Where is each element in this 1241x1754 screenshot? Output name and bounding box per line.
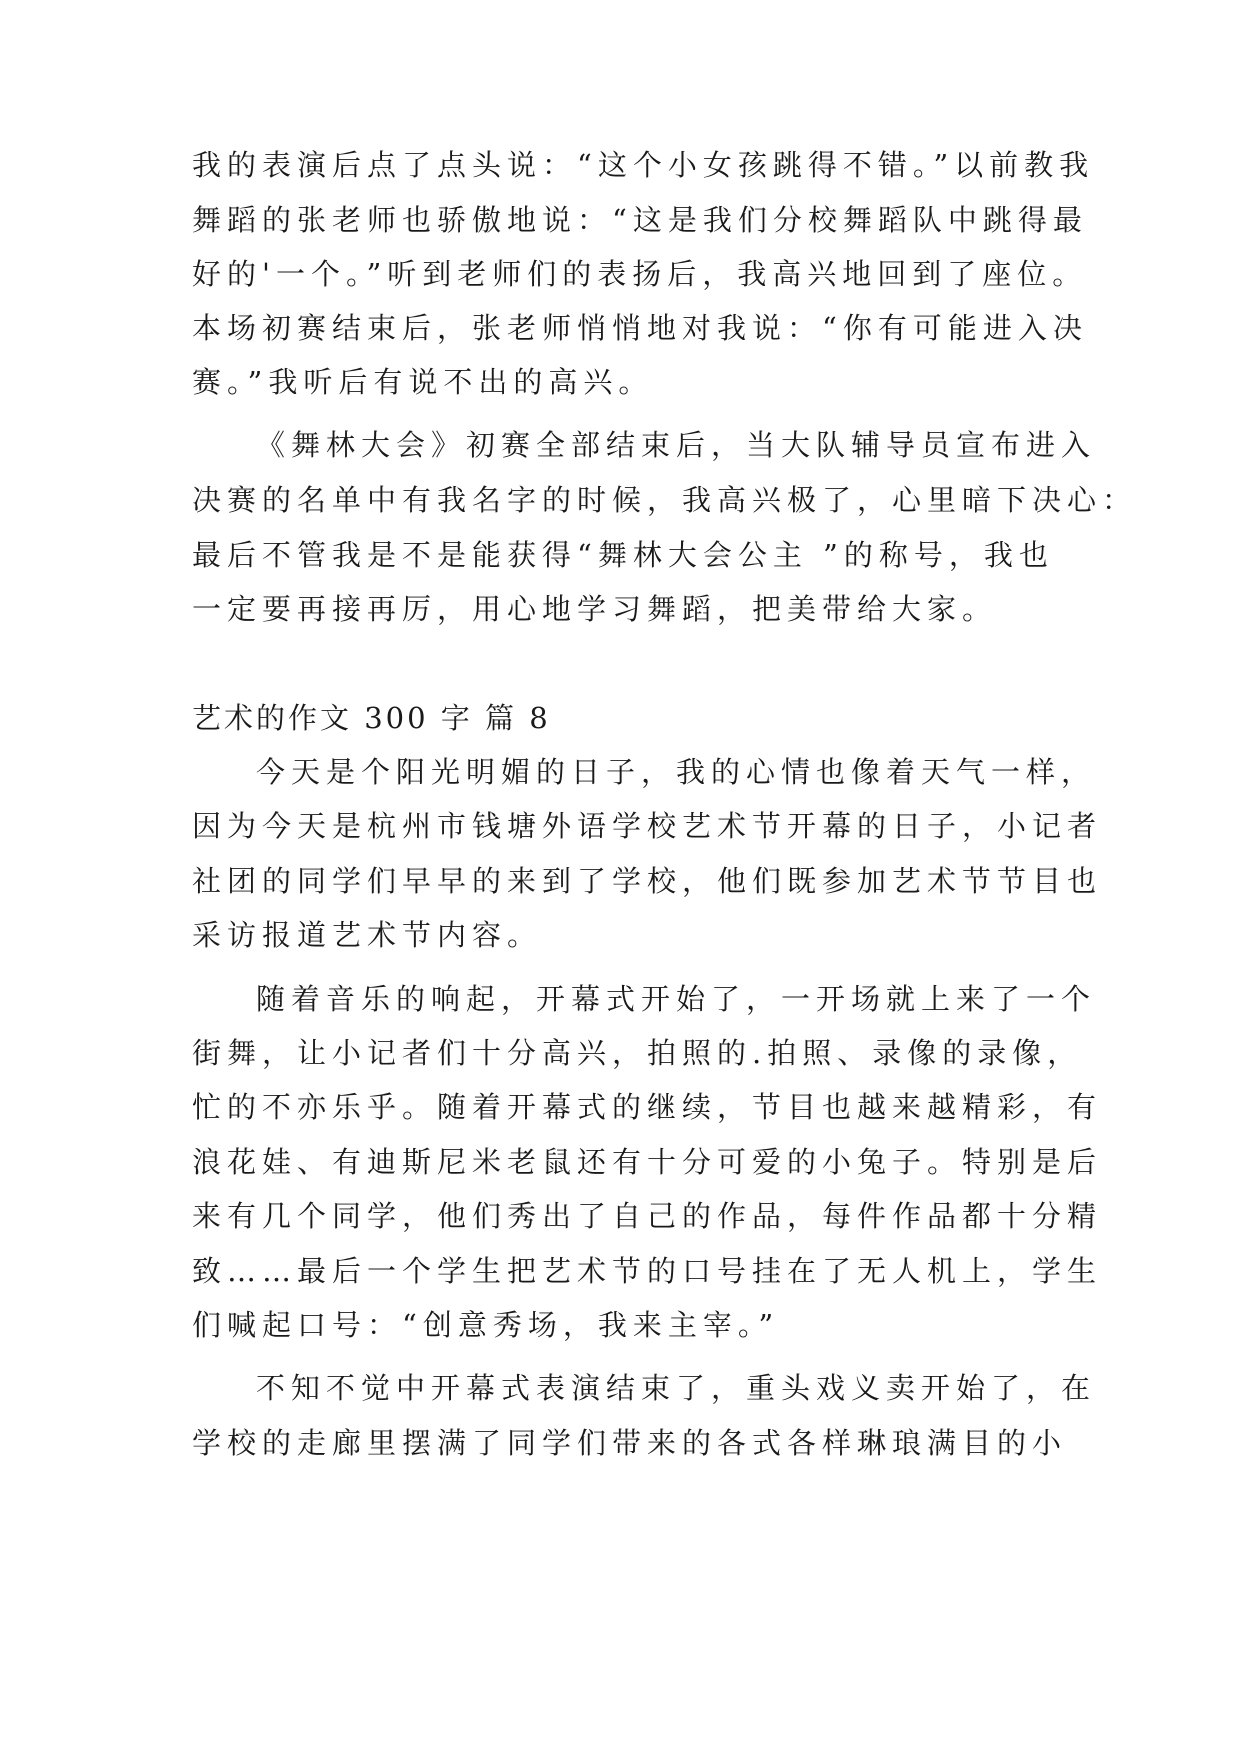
text-line: 本场初赛结束后，张老师悄悄地对我说：“你有可能进入决 xyxy=(192,311,1088,345)
text-line: 学校的走廊里摆满了同学们带来的各式各样琳琅满目的小 xyxy=(192,1426,1068,1460)
text-line: 社团的同学们早早的来到了学校，他们既参加艺术节节目也 xyxy=(192,864,1103,898)
text-line: 一定要再接再厉，用心地学习舞蹈，把美带给大家。 xyxy=(192,592,998,626)
text-line: 决赛的名单中有我名字的时候，我高兴极了，心里暗下决心： xyxy=(192,483,1138,517)
text-line: 好的'一个。”听到老师们的表扬后，我高兴地回到了座位。 xyxy=(192,257,1088,291)
text-line: 因为今天是杭州市钱塘外语学校艺术节开幕的日子，小记者 xyxy=(192,809,1103,843)
text-line: 浪花娃、有迪斯尼米老鼠还有十分可爱的小兔子。特别是后 xyxy=(192,1145,1103,1179)
text-line: 街舞，让小记者们十分高兴，拍照的.拍照、录像的录像， xyxy=(192,1036,1083,1070)
text-line: 今天是个阳光明媚的日子，我的心情也像着天气一样， xyxy=(256,755,1097,789)
text-line: 们喊起口号：“创意秀场，我来主宰。” xyxy=(192,1308,780,1342)
text-line: 不知不觉中开幕式表演结束了，重头戏义卖开始了，在 xyxy=(256,1371,1097,1405)
text-line: 忙的不亦乐乎。随着开幕式的继续，节目也越来越精彩，有 xyxy=(192,1090,1103,1124)
text-line: 舞蹈的张老师也骄傲地说：“这是我们分校舞蹈队中跳得最 xyxy=(192,203,1088,237)
text-line: 我的表演后点了点头说：“这个小女孩跳得不错。”以前教我 xyxy=(192,148,1095,182)
text-line: 来有几个同学，他们秀出了自己的作品，每件作品都十分精 xyxy=(192,1199,1103,1233)
text-line: 《舞林大会》初赛全部结束后，当大队辅导员宣布进入 xyxy=(256,428,1097,462)
section-heading: 艺术的作文 300 字 篇 8 xyxy=(192,701,551,735)
text-line: 赛。”我听后有说不出的高兴。 xyxy=(192,365,654,399)
text-line: 致……最后一个学生把艺术节的口号挂在了无人机上，学生 xyxy=(192,1254,1103,1288)
text-line: 随着音乐的响起，开幕式开始了，一开场就上来了一个 xyxy=(256,982,1097,1016)
text-line: 采访报道艺术节内容。 xyxy=(192,918,543,952)
text-line: 最后不管我是不是能获得“舞林大会公主 ”的称号，我也 xyxy=(192,538,1054,572)
